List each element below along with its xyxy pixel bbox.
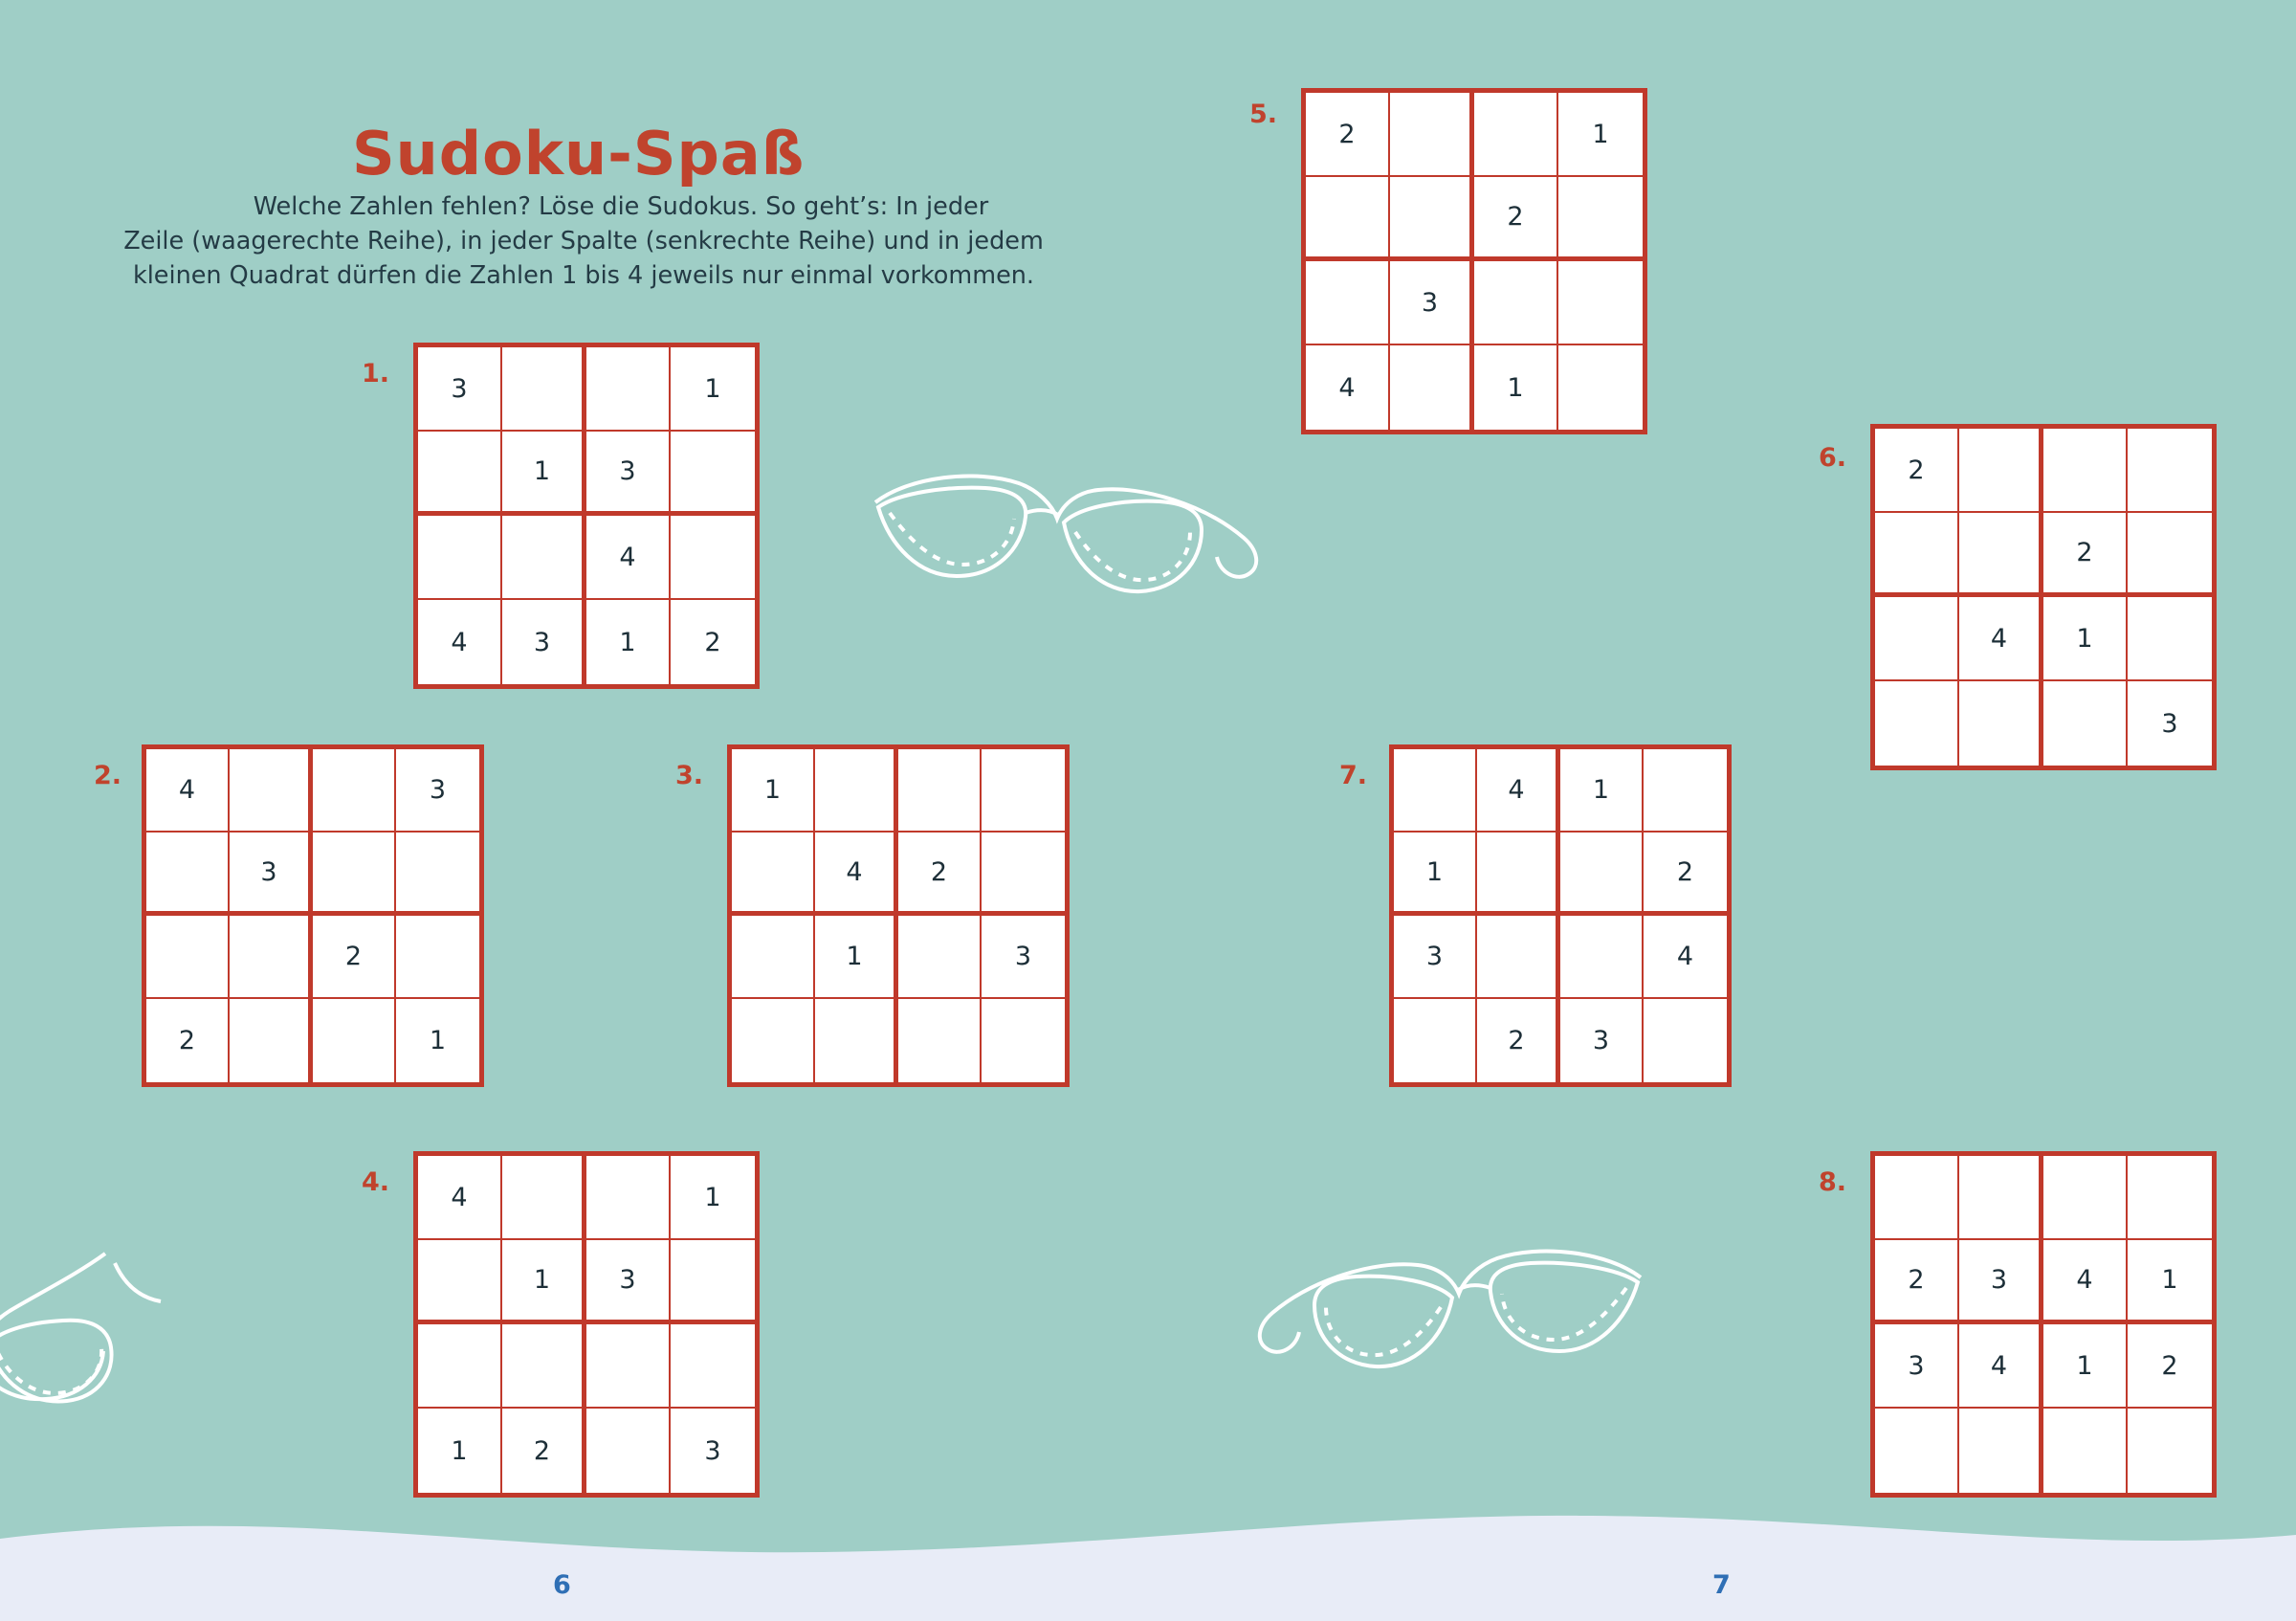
- sudoku-cell[interactable]: 3: [671, 1409, 755, 1493]
- glasses-illustration-1: [861, 450, 1272, 612]
- puzzle-label-4: 4.: [362, 1167, 390, 1197]
- sudoku-cell[interactable]: 2: [2128, 1324, 2212, 1409]
- sudoku-cell[interactable]: [1558, 345, 1643, 430]
- sudoku-cell[interactable]: [586, 1324, 671, 1409]
- sudoku-cell[interactable]: [1644, 749, 1727, 833]
- puzzle-label-1: 1.: [362, 359, 390, 389]
- sudoku-cell[interactable]: [2128, 1156, 2212, 1240]
- sudoku-cell[interactable]: [1560, 916, 1644, 999]
- sudoku-cell[interactable]: [982, 749, 1065, 833]
- sudoku-cell[interactable]: 3: [396, 749, 479, 833]
- sudoku-cell[interactable]: [1875, 513, 1959, 597]
- sudoku-cell[interactable]: [586, 1156, 671, 1240]
- sudoku-grid-8: [1870, 1151, 2217, 1498]
- sudoku-cell[interactable]: 1: [2043, 597, 2128, 681]
- sudoku-cell[interactable]: 1: [1558, 93, 1643, 177]
- sudoku-cell[interactable]: [1474, 261, 1558, 345]
- sudoku-cell[interactable]: 3: [418, 347, 502, 432]
- sudoku-cell[interactable]: [732, 999, 815, 1082]
- sudoku-cell[interactable]: [815, 999, 898, 1082]
- sudoku-cell[interactable]: 1: [586, 600, 671, 684]
- sudoku-cell[interactable]: 4: [146, 749, 230, 833]
- sudoku-cell[interactable]: [230, 916, 313, 999]
- sudoku-cell[interactable]: 4: [418, 600, 502, 684]
- sudoku-cell[interactable]: [1560, 833, 1644, 916]
- sudoku-cell[interactable]: [230, 749, 313, 833]
- sudoku-cell[interactable]: [898, 916, 982, 999]
- sudoku-cell[interactable]: [418, 432, 502, 516]
- sudoku-cell[interactable]: 4: [418, 1156, 502, 1240]
- sudoku-cell[interactable]: 2: [671, 600, 755, 684]
- sudoku-grid-5: [1301, 88, 1647, 434]
- instructions-line-3: kleinen Quadrat dürfen die Zahlen 1 bis 4 jeweils nur einmal vorkommen.: [132, 261, 1035, 291]
- sudoku-cell[interactable]: [1390, 345, 1474, 430]
- sudoku-cell[interactable]: 2: [502, 1409, 586, 1493]
- sudoku-cell[interactable]: [502, 347, 586, 432]
- sudoku-cell[interactable]: [1875, 681, 1959, 766]
- sudoku-cells-7: [1389, 744, 1732, 1087]
- sudoku-cell[interactable]: 3: [1560, 999, 1644, 1082]
- sudoku-cell[interactable]: 3: [982, 916, 1065, 999]
- instructions-line-2: Zeile (waagerechte Reihe), in jeder Spalte (senkrechte Reihe) und in jedem: [123, 227, 1044, 256]
- sudoku-cell[interactable]: [586, 347, 671, 432]
- sudoku-cell[interactable]: 3: [502, 600, 586, 684]
- sudoku-cell[interactable]: [1306, 261, 1390, 345]
- instructions: [91, 189, 1076, 294]
- sudoku-cell[interactable]: 2: [898, 833, 982, 916]
- sudoku-cell[interactable]: [1394, 749, 1477, 833]
- sudoku-cell[interactable]: [1959, 1156, 2043, 1240]
- sudoku-cell[interactable]: [2128, 1409, 2212, 1493]
- sudoku-cells-3: [727, 744, 1070, 1087]
- sudoku-cell[interactable]: 1: [502, 1240, 586, 1324]
- sudoku-cell[interactable]: [502, 1156, 586, 1240]
- sudoku-cell[interactable]: [1394, 999, 1477, 1082]
- sudoku-cell[interactable]: [2043, 1156, 2128, 1240]
- sudoku-cells-1: [413, 343, 760, 689]
- instructions-line-1: Welche Zahlen fehlen? Löse die Sudokus. So geht’s: In jeder: [253, 192, 989, 221]
- puzzle-label-7: 7.: [1339, 761, 1368, 790]
- sudoku-grid-3: [727, 744, 1070, 1087]
- sudoku-cell[interactable]: 3: [1959, 1240, 2043, 1324]
- sudoku-cell[interactable]: [1875, 1156, 1959, 1240]
- sudoku-cell[interactable]: 2: [146, 999, 230, 1082]
- sudoku-cell[interactable]: [2128, 429, 2212, 513]
- sudoku-cell[interactable]: [586, 1409, 671, 1493]
- sudoku-cell[interactable]: [898, 999, 982, 1082]
- sudoku-cell[interactable]: [418, 1240, 502, 1324]
- sudoku-cell[interactable]: 1: [671, 347, 755, 432]
- puzzle-label-2: 2.: [94, 761, 122, 790]
- sudoku-cell[interactable]: [502, 1324, 586, 1409]
- sudoku-cell[interactable]: [1477, 833, 1560, 916]
- glasses-illustration-3: [0, 1244, 258, 1426]
- puzzle-label-8: 8.: [1819, 1167, 1847, 1197]
- sudoku-cell[interactable]: [1959, 681, 2043, 766]
- sudoku-cell[interactable]: 2: [1477, 999, 1560, 1082]
- sudoku-cell[interactable]: 1: [1560, 749, 1644, 833]
- sudoku-cell[interactable]: 1: [671, 1156, 755, 1240]
- sudoku-cell[interactable]: 3: [586, 1240, 671, 1324]
- sudoku-cell[interactable]: [671, 516, 755, 600]
- sudoku-cell[interactable]: [146, 916, 230, 999]
- sudoku-cell[interactable]: 4: [815, 833, 898, 916]
- sudoku-cell[interactable]: 1: [396, 999, 479, 1082]
- sudoku-cell[interactable]: [815, 749, 898, 833]
- sudoku-cell[interactable]: [313, 749, 396, 833]
- sudoku-cell[interactable]: 4: [2043, 1240, 2128, 1324]
- sudoku-grid-6: [1870, 424, 2217, 770]
- sudoku-cell[interactable]: 3: [1390, 261, 1474, 345]
- sudoku-cells-6: [1870, 424, 2217, 770]
- sudoku-cell[interactable]: [982, 999, 1065, 1082]
- sudoku-cell[interactable]: [1959, 513, 2043, 597]
- sudoku-cell[interactable]: [732, 916, 815, 999]
- sudoku-cell[interactable]: 2: [1875, 429, 1959, 513]
- sudoku-cell[interactable]: 1: [2043, 1324, 2128, 1409]
- sudoku-cells-2: [142, 744, 484, 1087]
- sudoku-cells-8: [1870, 1151, 2217, 1498]
- sudoku-cell[interactable]: [671, 1240, 755, 1324]
- sudoku-cell[interactable]: [1474, 93, 1558, 177]
- sudoku-cell[interactable]: 3: [2128, 681, 2212, 766]
- sudoku-cell[interactable]: 2: [2043, 513, 2128, 597]
- sudoku-cell[interactable]: 3: [1394, 916, 1477, 999]
- sudoku-cell[interactable]: [898, 749, 982, 833]
- sudoku-cell[interactable]: [418, 1324, 502, 1409]
- sudoku-cell[interactable]: [671, 432, 755, 516]
- sudoku-cells-4: [413, 1151, 760, 1498]
- sudoku-cell[interactable]: [2128, 513, 2212, 597]
- sudoku-cell[interactable]: 4: [1959, 1324, 2043, 1409]
- sudoku-cell[interactable]: [1558, 177, 1643, 261]
- sudoku-cell[interactable]: [230, 999, 313, 1082]
- sudoku-cell[interactable]: [313, 999, 396, 1082]
- sudoku-cell[interactable]: [1875, 597, 1959, 681]
- sudoku-cell[interactable]: [1959, 1409, 2043, 1493]
- sudoku-cell[interactable]: 4: [1959, 597, 2043, 681]
- glasses-illustration-2: [1244, 1225, 1655, 1388]
- sudoku-cell[interactable]: 1: [1474, 345, 1558, 430]
- sudoku-cell[interactable]: [502, 516, 586, 600]
- page-title: Sudoku-Spaß: [352, 118, 806, 189]
- puzzle-label-5: 5.: [1249, 100, 1278, 129]
- sudoku-cells-5: [1301, 88, 1647, 434]
- sudoku-cell[interactable]: [2043, 681, 2128, 766]
- page-number-right: 7: [1712, 1570, 1731, 1600]
- sudoku-cell[interactable]: 1: [732, 749, 815, 833]
- sudoku-cell[interactable]: 1: [418, 1409, 502, 1493]
- sudoku-cell[interactable]: [2128, 597, 2212, 681]
- sudoku-cell[interactable]: [313, 833, 396, 916]
- sudoku-cell[interactable]: [1477, 916, 1560, 999]
- sudoku-cell[interactable]: 1: [2128, 1240, 2212, 1324]
- puzzle-label-3: 3.: [675, 761, 704, 790]
- sudoku-cell[interactable]: [732, 833, 815, 916]
- sudoku-cell[interactable]: 1: [1394, 833, 1477, 916]
- sudoku-cell[interactable]: [2043, 1409, 2128, 1493]
- sudoku-cell[interactable]: 2: [1644, 833, 1727, 916]
- sudoku-cell[interactable]: 1: [815, 916, 898, 999]
- sudoku-cell[interactable]: [982, 833, 1065, 916]
- sudoku-cell[interactable]: 3: [586, 432, 671, 516]
- sudoku-grid-4: [413, 1151, 760, 1498]
- sudoku-cell[interactable]: [1390, 177, 1474, 261]
- sudoku-cell[interactable]: [1306, 177, 1390, 261]
- sudoku-cell[interactable]: [2043, 429, 2128, 513]
- sudoku-cell[interactable]: [1390, 93, 1474, 177]
- sudoku-cell[interactable]: [1959, 429, 2043, 513]
- sudoku-cell[interactable]: 4: [1477, 749, 1560, 833]
- puzzle-label-6: 6.: [1819, 443, 1847, 473]
- sudoku-cell[interactable]: 3: [1875, 1324, 1959, 1409]
- sudoku-cell[interactable]: [146, 833, 230, 916]
- sudoku-cell[interactable]: 2: [313, 916, 396, 999]
- sudoku-cell[interactable]: 2: [1474, 177, 1558, 261]
- sudoku-cell[interactable]: [396, 833, 479, 916]
- sudoku-grid-7: [1389, 744, 1732, 1087]
- sudoku-cell[interactable]: 4: [1306, 345, 1390, 430]
- sudoku-cell[interactable]: [418, 516, 502, 600]
- page-number-left: 6: [553, 1570, 571, 1600]
- sudoku-cell[interactable]: 3: [230, 833, 313, 916]
- sudoku-cell[interactable]: [396, 916, 479, 999]
- sudoku-cell[interactable]: [671, 1324, 755, 1409]
- sudoku-grid-2: [142, 744, 484, 1087]
- sudoku-cell[interactable]: [1558, 261, 1643, 345]
- sudoku-cell[interactable]: 2: [1306, 93, 1390, 177]
- sudoku-cell[interactable]: 4: [1644, 916, 1727, 999]
- sudoku-cell[interactable]: [1875, 1409, 1959, 1493]
- sudoku-cell[interactable]: 2: [1875, 1240, 1959, 1324]
- sudoku-cell[interactable]: 4: [586, 516, 671, 600]
- sudoku-cell[interactable]: [1644, 999, 1727, 1082]
- footer-wave: [0, 1497, 2296, 1621]
- sudoku-cell[interactable]: 1: [502, 432, 586, 516]
- sudoku-grid-1: [413, 343, 760, 689]
